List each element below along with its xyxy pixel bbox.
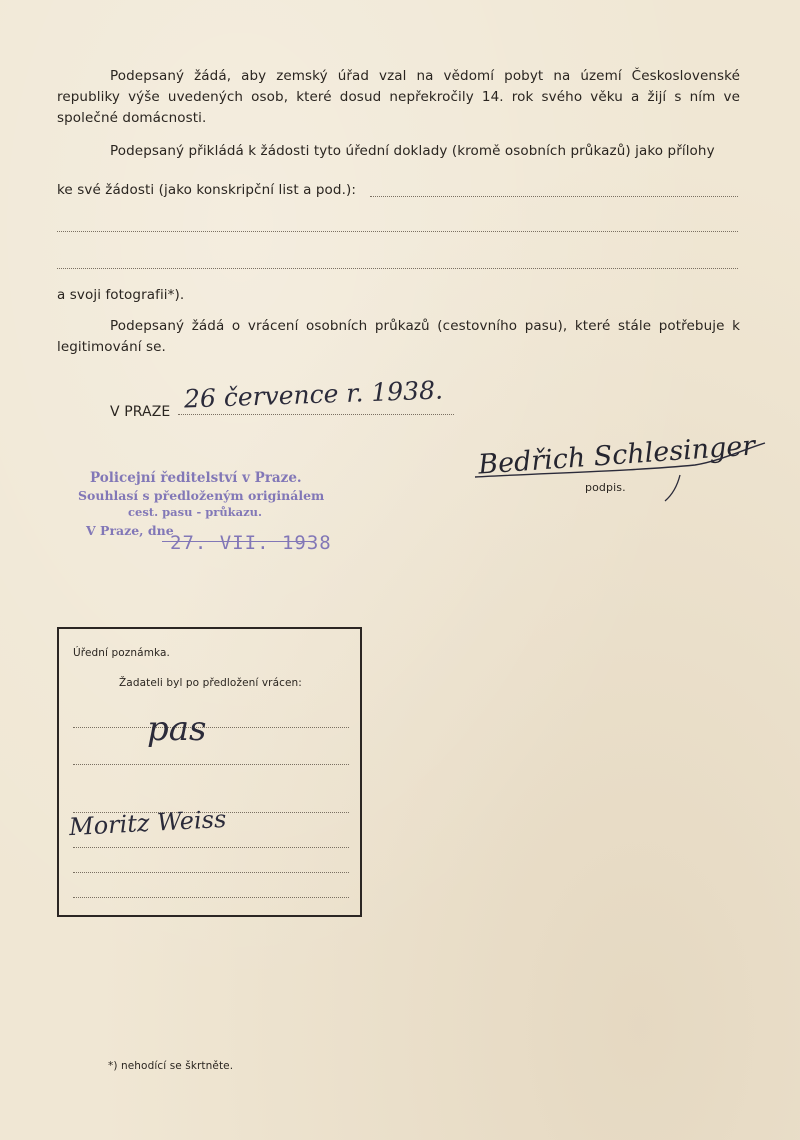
paragraph-return-documents: Podepsaný žádá o vrácení osobních průkazů (cestovního pasu), které stále potřebuje k legitimování se. <box>57 318 740 355</box>
stamp-line-4: V Praze, dne <box>86 523 174 538</box>
footnote: *) nehodící se škrtněte. <box>108 1060 234 1072</box>
stamp-date: 27. VII. 1938 <box>170 532 332 554</box>
attachments-fill-line-1 <box>370 196 738 197</box>
note-line-5 <box>73 872 349 873</box>
applicant-signature: Bedřich Schlesinger <box>477 430 757 481</box>
signature-label: podpis. <box>585 481 626 494</box>
place-label: V PRAZE <box>110 404 171 420</box>
note-line-1 <box>73 727 349 728</box>
note-line-2 <box>73 764 349 765</box>
stamp-line-1: Policejní ředitelství v Praze. <box>90 470 302 486</box>
official-note-returned-label: Žadateli byl po předložení vrácen: <box>119 677 302 689</box>
paragraph-photo: a svoji fotografii*). <box>57 287 185 303</box>
paragraph-attachments-line1: Podepsaný přikládá k žádosti tyto úřední doklady (kromě osobních průkazů) jako přílohy <box>110 143 715 159</box>
date-fill-line <box>178 414 454 415</box>
note-line-4 <box>73 847 349 848</box>
handwritten-document-item: pas <box>147 709 207 749</box>
handwritten-recipient-name: Moritz Weiss <box>68 804 227 842</box>
paragraph-residence-request: Podepsaný žádá, aby zemský úřad vzal na vědomí pobyt na území Československé republiky výše uvedených osob, které dosud nepřekročily 14. rok svého věku a žijí s ním ve společné domácnosti. <box>57 68 740 126</box>
stamp-date-line <box>162 541 312 542</box>
stamp-line-2: Souhlasí s předloženým originálem <box>78 488 325 503</box>
attachments-fill-line-2 <box>57 231 738 232</box>
attachments-fill-line-3 <box>57 268 738 269</box>
official-note-box <box>57 627 362 917</box>
note-line-6 <box>73 897 349 898</box>
handwritten-date: 26 července r. 1938. <box>183 375 444 414</box>
official-note-title: Úřední poznámka. <box>73 647 170 659</box>
paragraph-attachments-line2: ke své žádosti (jako konskripční list a pod.): <box>57 182 356 198</box>
stamp-line-3: cest. pasu - průkazu. <box>128 505 262 519</box>
